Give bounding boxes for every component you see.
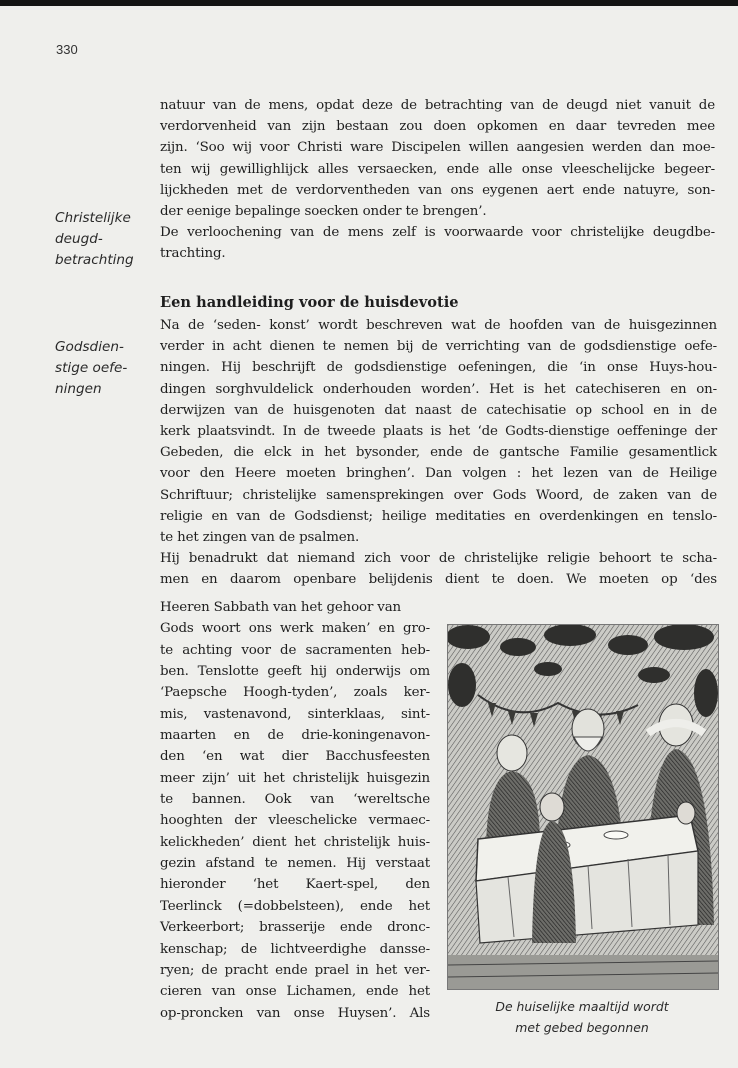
margin-note-line: Godsdien- — [55, 339, 124, 355]
text-line: te bannen. Ook van ‘wereltsche — [160, 792, 430, 808]
text-line: verder in acht dienen te nemen bij de verrichting van de godsdienstige oefe- — [160, 339, 717, 355]
text-line: gezin afstand te nemen. Hij verstaat — [160, 856, 430, 872]
section-heading: Een handleiding voor de huisdevotie — [160, 294, 459, 311]
margin-note-line: betrachting — [55, 252, 134, 268]
text-line: mis, vastenavond, sinterklaas, sint- — [160, 706, 430, 722]
text-line: kerk plaatsvindt. In de tweede plaats is het ‘de Godts-dienstige oeffeninge der — [160, 424, 717, 440]
margin-note-line: deugd- — [55, 231, 103, 247]
text-line: hieronder ‘het Kaert-spel, den — [160, 877, 430, 893]
text-line: der eenige bepalinge soecken onder te brengen’. — [160, 204, 487, 220]
text-line: De verloochening van de mens zelf is voorwaarde voor christelijke deugdbe- — [160, 225, 715, 241]
text-line: kenschap; de lichtveerdighe dansse- — [160, 941, 430, 957]
text-line: verdorvenheid van zijn bestaan zou doen opkomen en daar tevreden mee — [160, 119, 715, 135]
text-line: Teerlinck (=dobbelsteen), ende het — [160, 898, 430, 914]
text-line: cieren van onse Lichamen, ende het — [160, 984, 430, 1000]
margin-note-line: stige oefe- — [55, 360, 128, 376]
text-line: Schriftuur; christelijke samensprekingen over Gods Woord, de zaken van de — [160, 487, 717, 503]
top-rule — [0, 0, 738, 6]
engraving-illustration — [447, 624, 719, 990]
text-line: men en daarom openbare belijdenis dient te doen. We moeten op ‘des — [160, 572, 717, 588]
text-line: Gods woort ons werk maken’ en gro- — [160, 621, 430, 637]
caption-line: De huiselijke maaltijd wordt — [495, 999, 669, 1014]
text-line: ryen; de pracht ende prael in het ver- — [160, 962, 430, 978]
page-number: 330 — [56, 42, 78, 57]
figure-caption — [447, 996, 717, 1038]
text-line: Gebeden, die elck in het bysonder, ende de gantsche Familie gesamentlick — [160, 445, 717, 461]
text-line: trachting. — [160, 246, 226, 262]
text-line: derwijzen van de huisgenoten dat naast de catechisatie op school en in de — [160, 402, 717, 418]
text-line: ‘Paepsche Hoogh-tyden’, zoals ker- — [160, 685, 430, 701]
text-line: den ‘en wat dier Bacchusfeesten — [160, 749, 430, 765]
text-line: ben. Tenslotte geeft hij onderwijs om — [160, 664, 430, 680]
text-line: ten wij gewillighlijck alles versaecken, ende alle onse vleeschelijcke begeer- — [160, 161, 715, 177]
margin-note-deugdbetrachting — [55, 208, 155, 271]
section-paragraph — [160, 315, 717, 591]
caption-line: met gebed begonnen — [515, 1020, 649, 1035]
text-line: religie en van de Godsdienst; heilige meditaties en overdenkingen en tenslo- — [160, 508, 717, 524]
text-line: te het zingen van de psalmen. — [160, 530, 360, 546]
text-line: Heeren Sabbath van het gehoor van — [160, 600, 402, 615]
margin-note-godsdienstige-oefeningen — [55, 337, 155, 400]
margin-note-line: Christelijke — [55, 210, 131, 226]
text-line: natuur van de mens, opdat deze de betrachting van de deugd niet vanuit de — [160, 98, 715, 113]
text-line: op-proncken van onse Huysen’. Als — [160, 1005, 430, 1021]
text-line: maarten en de drie-koningenavon- — [160, 728, 430, 744]
margin-note-line: ningen — [55, 381, 102, 397]
text-line: voor den Heere moeten bringhen’. Dan volgen : het lezen van de Heilige — [160, 466, 717, 482]
text-line: dingen sorghvuldelick onderhouden worden’. Het is het catechiseren en on- — [160, 381, 717, 397]
narrow-column — [160, 597, 430, 1024]
text-line: Verkeerbort; brasserije ende dronc- — [160, 920, 430, 936]
text-line: Hij benadrukt dat niemand zich voor de christelijke religie behoort te scha- — [160, 551, 717, 567]
text-line: lijckheden met de verdorventheden van ons eygenen aert ende natuyre, son- — [160, 182, 715, 198]
text-line: kelickheden’ dient het christelijk huis- — [160, 834, 430, 850]
text-line: ningen. Hij beschrijft de godsdienstige oefeningen, die ‘in onse Huys-hou- — [160, 360, 717, 376]
text-line: hooghten der vleeschelicke vermaec- — [160, 813, 430, 829]
text-line: meer zijn’ uit het christelijk huisgezin — [160, 770, 430, 786]
text-line: te achting voor de sacramenten heb- — [160, 642, 430, 658]
text-line: zijn. ‘Soo wij voor Christi ware Discipelen willen aangesien werden dan moe- — [160, 140, 715, 156]
text-line: Na de ‘seden- konst’ wordt beschreven wat de hoofden van de huisgezinnen — [160, 318, 717, 333]
intro-paragraph — [160, 95, 715, 265]
